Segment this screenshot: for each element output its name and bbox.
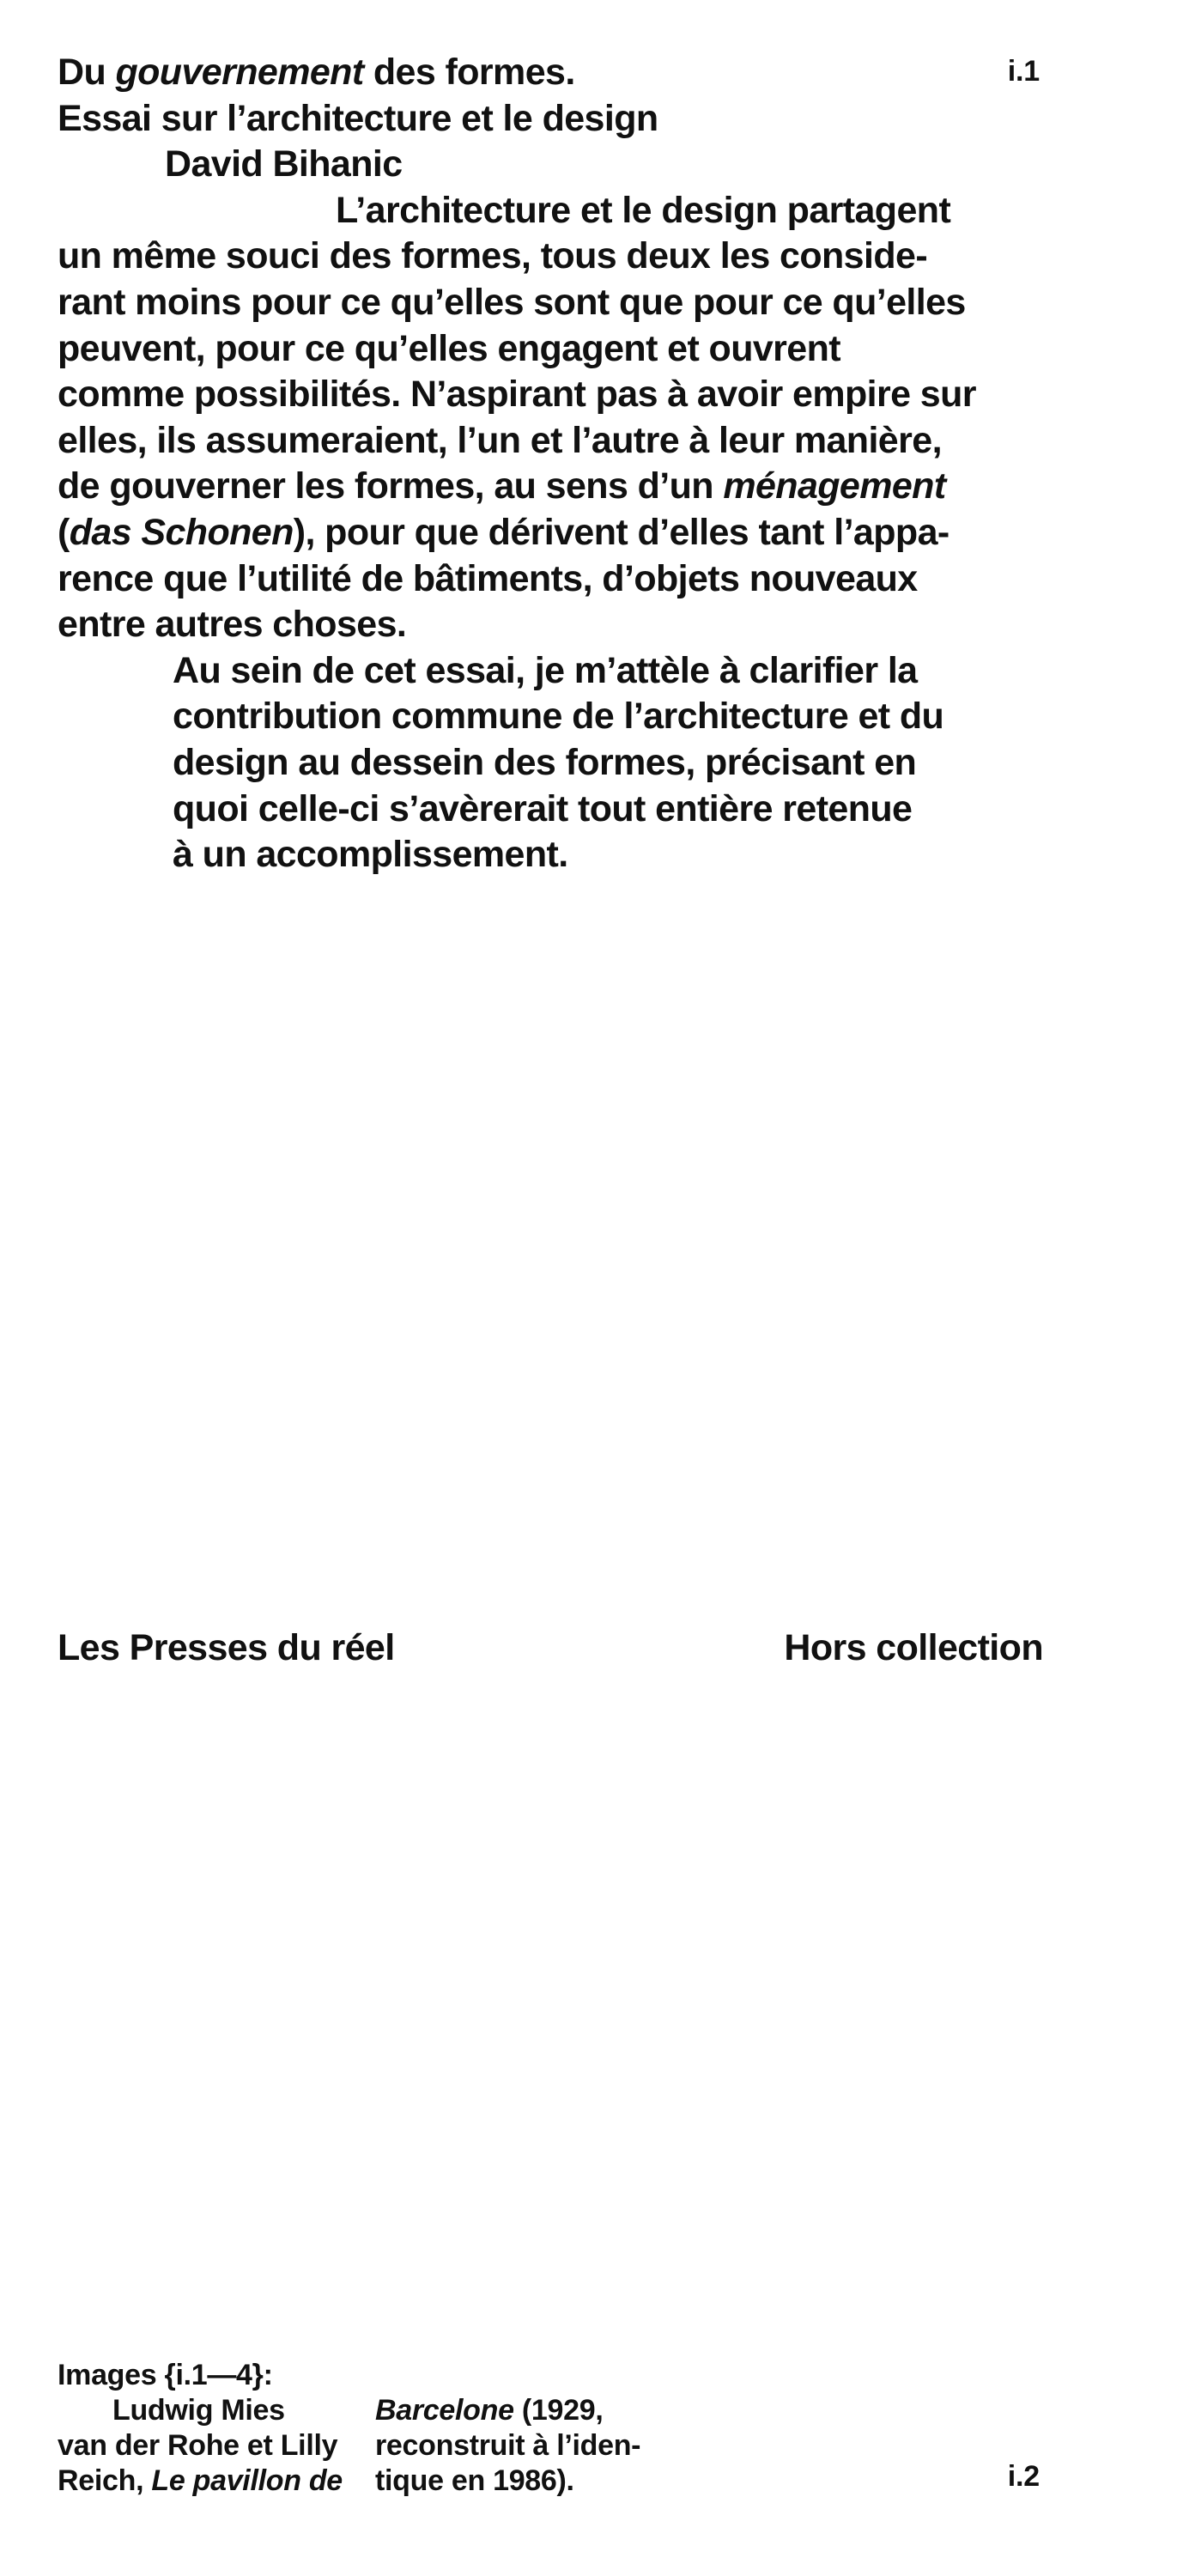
abstract-line: un même souci des formes, tous deux les conside- — [58, 235, 928, 277]
abstract-line: rant moins pour ce qu’elles sont que pour ce qu’elles — [58, 281, 966, 323]
abstract-line: peuvent, pour ce qu’elles engagent et ouvrent — [58, 327, 841, 369]
paragraph-line: contribution commune de l’architecture et du — [173, 696, 944, 738]
image-caption — [58, 2358, 343, 2499]
caption-line: Barcelone (1929, — [375, 2394, 604, 2427]
caption-line: reconstruit à l’iden- — [375, 2429, 641, 2462]
abstract-line: entre autres choses. — [58, 604, 407, 646]
paragraph-line: à un accomplissement. — [173, 834, 568, 876]
publisher-name: Les Presses du réel — [58, 1627, 395, 1668]
caption-line: Images {i.1—4}: — [58, 2359, 273, 2391]
main-text-block — [58, 50, 1045, 878]
subtitle-line: Essai sur l’architecture et le design — [58, 97, 658, 139]
title-line: Du gouvernement des formes. — [58, 52, 575, 93]
caption-line: van der Rohe et Lilly — [58, 2429, 338, 2462]
abstract-line: elles, ils assumeraient, l’un et l’autre à leur manière, — [58, 419, 942, 461]
author-name: David Bihanic — [165, 143, 403, 185]
abstract-line: rence que l’utilité de bâtiments, d’objets nouveaux — [58, 557, 918, 599]
page-number: i.2 — [1007, 2460, 1040, 2493]
paragraph-line: Au sein de cet essai, je m’attèle à clarifier la — [173, 649, 918, 691]
caption-line: tique en 1986). — [375, 2464, 574, 2497]
page-number: i.1 — [1007, 55, 1040, 88]
caption-line: Ludwig Mies — [112, 2394, 285, 2427]
paragraph-line: quoi celle-ci s’avèrerait tout entière retenue — [173, 787, 913, 829]
caption-line: Reich, Le pavillon de — [58, 2464, 343, 2497]
abstract-line: L’architecture et le design partagent — [336, 189, 951, 231]
page-i2 — [0, 2301, 1177, 2576]
abstract-line: (das Schonen), pour que dérivent d’elles tant l’appa- — [58, 511, 949, 553]
image-caption-continued — [375, 2393, 640, 2499]
paragraph-line: design au dessein des formes, précisant en — [173, 741, 917, 783]
abstract-line: comme possibilités. N’aspirant pas à avoir empire sur — [58, 374, 976, 416]
collection-name: Hors collection — [784, 1627, 1043, 1668]
abstract-line: de gouverner les formes, au sens d’un ménagement — [58, 465, 946, 507]
